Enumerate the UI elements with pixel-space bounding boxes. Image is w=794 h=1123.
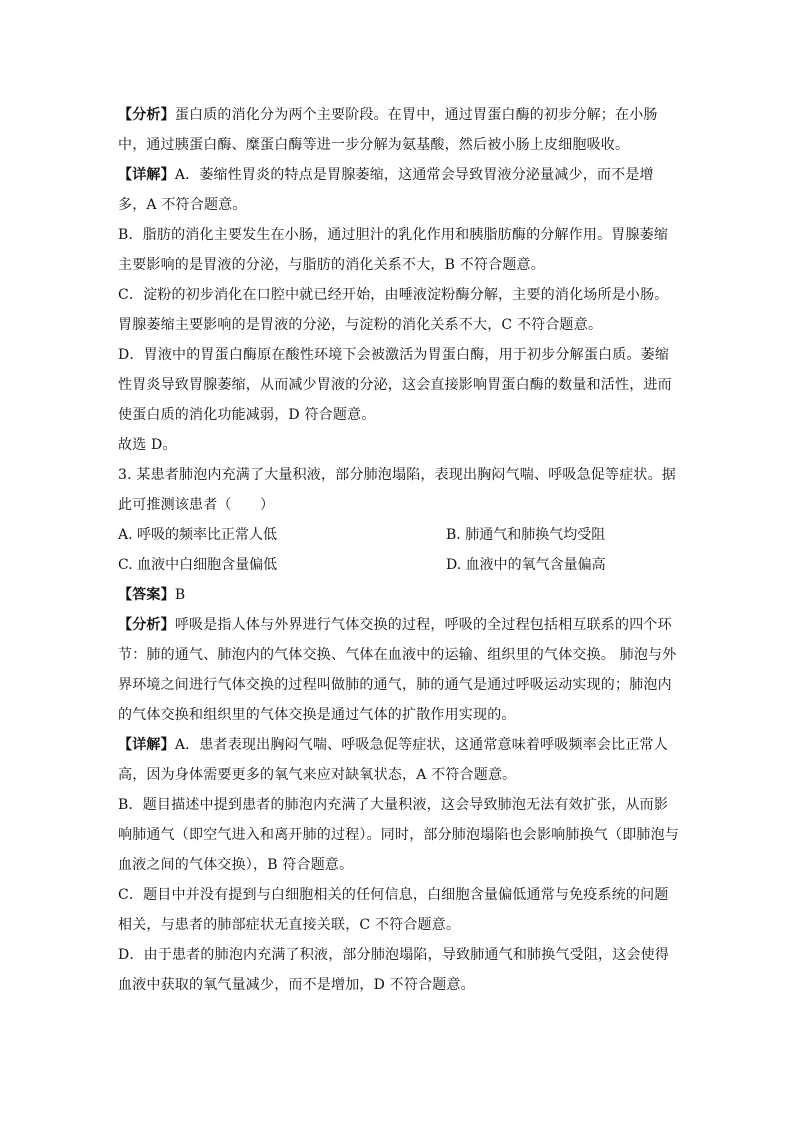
q2-detail-line-2: 多，A 不符合题意。 — [118, 197, 247, 213]
q3-detail-line-4: 响肺通气（即空气进入和离开肺的过程）。同时，部分肺泡塌陷也会影响肺换气（即肺泡与 — [118, 827, 679, 843]
answer-tag: 【答案】 — [118, 587, 175, 603]
q3-analysis-line-4: 的气体交换和组织里的气体交换是通过气体的扩散作用实现的。 — [118, 707, 516, 723]
q3-detail-line-1 — [118, 730, 678, 760]
analysis-text: 蛋白质的消化分为两个主要阶段。在胃中，通过胃蛋白酶的初步分解；在小肠 — [174, 107, 658, 123]
q2-detail-line-1 — [118, 160, 678, 190]
q2-detail-line-4: 主要影响的是胃液的分泌，与脂肪的消化关系不大，B 不符合题意。 — [118, 257, 545, 273]
q2-conclusion: 故选 D。 — [118, 437, 177, 453]
q3-option-c: C. 血液中白细胞含量偏低 — [118, 557, 278, 573]
q3-detail-line-5: 血液之间的气体交换），B 符合题意。 — [118, 857, 354, 873]
q3-answer — [118, 580, 678, 610]
detail-text: A．患者表现出胸闷气喘、呼吸急促等症状，这通常意味着呼吸频率会比正常人 — [174, 737, 668, 753]
q2-detail-line-3: B．脂肪的消化主要发生在小肠，通过胆汁的乳化作用和胰脂肪酶的分解作用。胃腺萎缩 — [118, 227, 669, 243]
detail-tag: 【详解】 — [118, 737, 175, 753]
q3-analysis-line-2: 节：肺的通气、肺泡内的气体交换、气体在血液中的运输、组织里的气体交换。 肺泡与外 — [118, 647, 677, 663]
q2-detail-line-8: 性胃炎导致胃腺萎缩，从而减少胃液的分泌，这会直接影响胃蛋白酶的数量和活性，进而 — [118, 377, 672, 393]
q2-detail-line-5: C．淀粉的初步消化在口腔中就已经开始，由唾液淀粉酶分解，主要的消化场所是小肠。 — [118, 287, 669, 303]
q3-detail-line-6: C．题目中并没有提到与白细胞相关的任何信息，白细胞含量偏低通常与免疫系统的问题 — [118, 887, 669, 903]
detail-tag: 【详解】 — [118, 167, 175, 183]
q3-option-b: B. 肺通气和肺换气均受阻 — [446, 527, 606, 543]
analysis-tag: 【分析】 — [118, 617, 175, 633]
answer-value: B — [174, 587, 186, 603]
analysis-text: 呼吸是指人体与外界进行气体交换的过程，呼吸的全过程包括相互联系的四个环 — [174, 617, 672, 633]
q3-detail-line-8: D．由于患者的肺泡内充满了积液，部分肺泡塌陷，导致肺通气和肺换气受阻，这会使得 — [118, 947, 670, 963]
q3-analysis-line-3: 界环境之间进行气体交换的过程叫做肺的通气，肺的通气是通过呼吸运动实现的；肺泡内 — [118, 677, 672, 693]
q3-analysis-line-1 — [118, 610, 678, 640]
q3-option-a: A. 呼吸的频率比正常人低 — [118, 527, 278, 543]
q3-options-row-1 — [118, 520, 678, 550]
analysis-tag: 【分析】 — [118, 107, 175, 123]
q2-detail-line-6: 胃腺萎缩主要影响的是胃液的分泌，与淀粉的消化关系不大，C 不符合题意。 — [118, 317, 603, 333]
page-content — [118, 100, 678, 1000]
detail-text: A．萎缩性胃炎的特点是胃腺萎缩，这通常会导致胃液分泌量减少，而不是增 — [174, 167, 654, 183]
q2-detail-line-7: D．胃液中的胃蛋白酶原在酸性环境下会被激活为胃蛋白酶，用于初步分解蛋白质。萎缩 — [118, 347, 670, 363]
q3-stem-line-1: 3. 某患者肺泡内充满了大量积液，部分肺泡塌陷，表现出胸闷气喘、呼吸急促等症状。据 — [118, 467, 677, 483]
q2-detail-line-9: 使蛋白质的消化功能减弱，D 符合题意。 — [118, 407, 376, 423]
q3-option-d: D. 血液中的氧气含量偏高 — [446, 557, 606, 573]
q3-detail-line-3: B．题目描述中提到患者的肺泡内充满了大量积液，这会导致肺泡无法有效扩张，从而影 — [118, 797, 669, 813]
q3-stem-line-2: 此可推测该患者（ ） — [118, 497, 275, 513]
q2-analysis-line-1 — [118, 100, 678, 130]
q3-detail-line-7: 相关，与患者的肺部症状无直接关联，C 不符合题意。 — [118, 917, 461, 933]
q2-analysis-line-2: 中，通过胰蛋白酶、糜蛋白酶等进一步分解为氨基酸，然后被小肠上皮细胞吸收。 — [118, 137, 630, 153]
q3-detail-line-9: 血液中获取的氧气量减少，而不是增加，D 不符合题意。 — [118, 977, 475, 993]
q3-options-row-2 — [118, 550, 678, 580]
q3-detail-line-2: 高，因为身体需要更多的氧气来应对缺氧状态，A 不符合题意。 — [118, 767, 517, 783]
